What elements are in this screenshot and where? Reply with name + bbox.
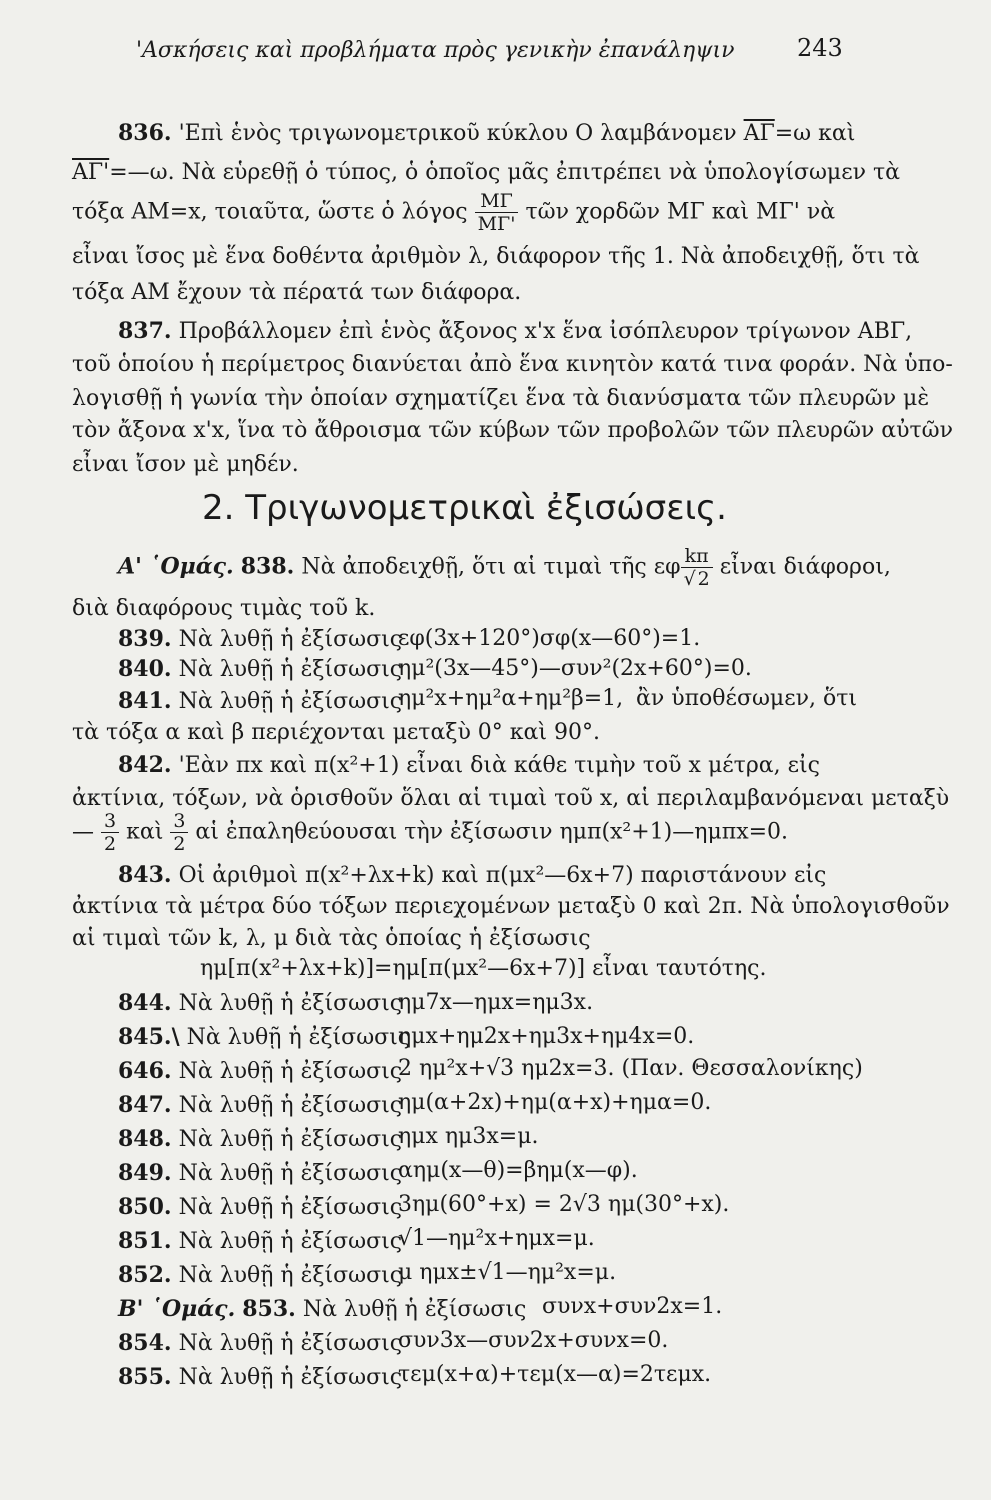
problem-842-line2: ἀκτίνια, τόξων, νὰ ὁρισθοῦν ὅλαι αἱ τιμαὶ τοῦ x, αἱ περιλαμβανόμεναι μεταξὺ [72,786,950,811]
equation-841: ημ²x+ημ²α+ημ²β=1, [398,686,624,711]
text: Νὰ λυθῇ ἡ ἐξίσωσις [178,657,403,682]
problem-843-line2: ἀκτίνια τὰ μέτρα δύο τόξων περιεχομένων μεταξὺ 0 καὶ 2π. Νὰ ὑπολογισθοῦν [72,894,950,919]
fraction-denominator: √ 2 [683,568,710,590]
equation-847: ημ(α+2x)+ημ(α+x)+ημα=0. [398,1090,712,1115]
text: τῶν χορδῶν ΜΓ καὶ ΜΓ' νὰ [525,199,836,225]
equation-852: μ ημx±√1—ημ²x=μ. [398,1260,617,1285]
problem-854 [118,1330,402,1357]
problem-number: 841. [118,688,172,714]
problem-number: 646. [118,1058,172,1084]
problem-837-line4: τὸν ἄξονα x'x, ἵνα τὸ ἄθροισμα τῶν κύβων τῶν προβολῶν τῶν πλευρῶν αὐτῶν [72,418,953,443]
text: Νὰ λυθῇ ἡ ἐξίσωσις [178,689,403,714]
problem-836-line2 [72,160,900,186]
fraction-numerator: kπ [681,545,713,568]
problem-847 [118,1092,402,1119]
problem-836-line1 [118,120,855,147]
equation-850: 3ημ(60°+x) = 2√3 ημ(30°+x). [398,1192,730,1217]
equation-851: √1—ημ²x+ημx=μ. [398,1226,595,1251]
text: Νὰ ἀποδειχθῇ, ὅτι αἱ τιμαὶ τῆς [301,554,647,580]
problem-850 [118,1194,402,1221]
text: Νὰ λυθῇ ἡ ἐξίσωσις [178,1059,403,1084]
equation-844: ημ7x—ημx=ημ3x. [398,990,594,1015]
text: Νὰ λυθῇ ἡ ἐξίσωσις [178,1365,403,1390]
problem-number: 844. [118,990,172,1016]
text: Νὰ λυθῇ ἡ ἐξίσωσις [178,627,403,652]
text: τόξα ΑΜ=x, τοιαῦτα, ὥστε ὁ λόγος [72,199,468,225]
problem-number: 854. [118,1330,172,1356]
problem-number: 842. [118,752,172,778]
problem-number: 839. [118,626,172,652]
problem-842-line3 [72,810,788,855]
text: Νὰ λυθῇ ἡ ἐξίσωσις [178,991,403,1016]
text: =ω καὶ [774,121,856,146]
problem-number: 855. [118,1364,172,1390]
fraction-denominator: 2 [173,833,186,855]
text: Νὰ λυθῇ ἡ ἐξίσωσις [178,1263,403,1288]
equation-855: τεμ(x+α)+τεμ(x—α)=2τεμx. [398,1362,712,1387]
radicand: 2 [697,568,710,590]
problem-852 [118,1262,402,1289]
problem-837-line2: τοῦ ὁποίου ἡ περίμετρος διανύεται ἀπὸ ἕνα κινητὸν κατά τινα φοράν. Νὰ ὑπο- [72,352,953,377]
problem-853 [118,1296,526,1323]
problem-842-line1 [118,752,820,779]
problem-number: 838. [240,553,295,580]
problem-number: 852. [118,1262,172,1288]
problem-838-line2: διὰ διαφόρους τιμὰς τοῦ k. [72,596,376,621]
text: =—ω. Νὰ εὑρεθῇ ὁ τύπος, ὁ ὁποῖος μᾶς ἐπιτρέπει νὰ ὑπολογίσωμεν τὰ [109,160,900,185]
fraction-numerator: 3 [101,810,119,833]
problem-841-end: ἂν ὑποθέσωμεν, ὅτι [636,686,857,711]
problem-840 [118,656,402,683]
problem-837-line3: λογισθῇ ἡ γωνία τὴν ὁποίαν σχηματίζει ἕνα τὰ διανύσματα τῶν πλευρῶν μὲ [72,386,930,411]
problem-number: 849. [118,1160,172,1186]
problem-number: 843. [118,862,172,888]
text: Νὰ λυθῇ ἡ ἐξίσωσις [178,1161,403,1186]
fraction-denominator: ΜΓ' [477,213,516,235]
text: 'Επὶ ἑνὸς τριγωνομετρικοῦ κύκλου Ο λαμβάνομεν [178,121,737,146]
problem-837-line1 [118,318,912,345]
running-title: 'Ασκήσεις καὶ προβλήματα πρὸς γενικὴν ἐπανάληψιν [136,38,735,63]
problem-836-line4: εἶναι ἴσος μὲ ἕνα δοθέντα ἀριθμὸν λ, διάφορον τῆς 1. Νὰ ἀποδειχθῇ, ὅτι τὰ [72,244,920,269]
group-label: Β' ῾Ομάς. [118,1296,236,1322]
equation-853: συνx+συν2x=1. [542,1294,723,1319]
fraction [101,810,119,855]
arc-label: $\overline{A\Gamma}$ [743,121,775,146]
text: Νὰ λυθῇ ἡ ἐξίσωσις [178,1127,403,1152]
equation-854: συν3x—συν2x+συνx=0. [398,1328,669,1353]
text: Νὰ λυθῇ ἡ ἐξίσωσις [178,1229,403,1254]
problem-851 [118,1228,402,1255]
problem-836-line5: τόξα ΑΜ ἔχουν τὰ πέρατά των διάφορα. [72,280,522,305]
problem-number: 845.\ [118,1024,180,1050]
problem-843-line4: ημ[π(x²+λx+k)]=ημ[π(μx²—6x+7)] εἶναι ταυτότης. [200,956,767,981]
text: 'Εὰν πx καὶ π(x²+1) εἶναι διὰ κάθε τιμὴν τοῦ x μέτρα, εἰς [178,753,820,778]
text: Νὰ λυθῇ ἡ ἐξίσωσις [178,1331,403,1356]
problem-837-line5: εἶναι ἴσον μὲ μηδέν. [72,452,299,477]
minus-sign: — [72,819,94,845]
section-heading: 2. Τριγωνομετρικαὶ ἐξισώσεις. [202,488,727,528]
problem-number: 853. [242,1296,296,1322]
text: αἱ ἐπαληθεύουσαι τὴν ἐξίσωσιν ημπ(x²+1)—ημπx=0. [195,819,789,845]
problem-855 [118,1364,402,1391]
problem-number: 848. [118,1126,172,1152]
text: Νὰ λυθῇ ἡ ἐξίσωσις [178,1093,403,1118]
group-label: Α' ῾Ομάς. [118,553,234,580]
problem-number: 850. [118,1194,172,1220]
problem-843-line1 [118,862,826,889]
problem-839 [118,626,402,653]
ratio-fraction [475,190,519,235]
text: Νὰ λυθῇ ἡ ἐξίσωσις [178,1195,403,1220]
problem-841 [118,688,402,715]
text: εἶναι διάφοροι, [719,554,891,580]
equation-848: ημx ημ3x=μ. [398,1124,539,1149]
fraction-numerator: ΜΓ [475,190,519,213]
problem-846 [118,1058,402,1085]
problem-848 [118,1126,402,1153]
arc-label: ΑΓ' [72,160,110,185]
problem-841-line2: τὰ τόξα α καὶ β περιέχονται μεταξὺ 0° καὶ 90°. [72,720,601,745]
problem-number: 836. [118,120,172,146]
equation-849: αημ(x—θ)=βημ(x—φ). [398,1158,638,1183]
kpi-fraction [681,545,713,590]
equation-839: εφ(3x+120°)σφ(x—60°)=1. [398,626,701,651]
text: καὶ [126,819,164,845]
equation-846: 2 ημ²x+√3 ημ2x=3. (Παν. Θεσσαλονίκης) [398,1056,863,1081]
equation-845: ημx+ημ2x+ημ3x+ημ4x=0. [398,1024,695,1049]
fraction-numerator: 3 [170,810,188,833]
function-name: εφ [653,554,681,580]
problem-843-line3: αἱ τιμαὶ τῶν k, λ, μ διὰ τὰς ὁποίας ἡ ἐξίσωσις [72,926,591,951]
problem-number: 847. [118,1092,172,1118]
problem-845 [118,1024,410,1051]
text: Νὰ λυθῇ ἡ ἐξίσωσις [186,1025,411,1050]
equation-840: ημ²(3x—45°)—συν²(2x+60°)=0. [398,656,752,681]
problem-number: 851. [118,1228,172,1254]
problem-number: 837. [118,318,172,344]
page-number: 243 [797,34,843,62]
text: Προβάλλομεν ἐπὶ ἑνὸς ἄξονος x'x ἕνα ἰσόπλευρον τρίγωνον ΑΒΓ, [178,319,913,344]
text: Οἱ ἀριθμοὶ π(x²+λx+k) καὶ π(μx²—6x+7) παριστάνουν εἰς [178,863,827,888]
problem-number: 840. [118,656,172,682]
text: Νὰ λυθῇ ἡ ἐξίσωσις [302,1297,527,1322]
fraction [170,810,188,855]
fraction-denominator: 2 [104,833,117,855]
problem-849 [118,1160,402,1187]
problem-844 [118,990,402,1017]
problem-838-line1 [118,545,891,590]
problem-836-line3 [72,190,835,235]
